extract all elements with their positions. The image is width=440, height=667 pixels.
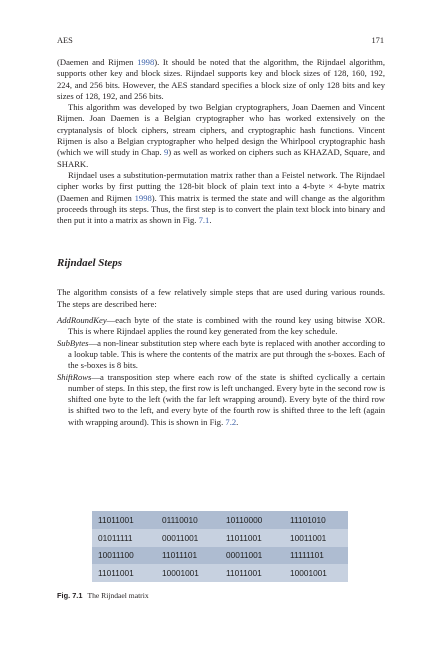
paragraph-2: This algorithm was developed by two Belgian cryptographers, Joan Daemen and Vincent Rijmen. Joan Daemen is a Belgian cryptographer who has worked extensively on the cryptanalysis of block ciphers, stream ciphers, and cryptographic hash functions. Vincent Rijmen is also a Belgian cryptographer who helped design the Whirlpool cryptographic hash (which we will study in Chap. 9) as well as worked on ciphers such as KHAZAD, Square, and SHARK.: [57, 102, 385, 169]
step-term: SubBytes: [57, 337, 89, 348]
matrix-row: [92, 564, 348, 582]
matrix-cell: 11011001: [98, 568, 134, 579]
matrix-cell: 10011001: [290, 532, 327, 543]
figure-link[interactable]: 7.1: [198, 215, 210, 226]
matrix-row: [92, 529, 348, 547]
citation-link[interactable]: 1998: [134, 192, 152, 203]
matrix-cell: 10110000: [226, 514, 263, 525]
chapter-link[interactable]: 9: [163, 147, 169, 158]
matrix-cell: 11011101: [162, 550, 198, 561]
matrix-cell: 11011001: [226, 532, 262, 543]
running-header: [57, 36, 384, 50]
page-number: 171: [371, 36, 384, 45]
matrix-row: [92, 511, 348, 529]
step-list: [57, 315, 385, 428]
matrix-row: [92, 547, 348, 565]
figure-caption-text: The Rijndael matrix: [87, 591, 149, 600]
matrix-cell: 00011001: [162, 532, 199, 543]
step-addroundkey: AddRoundKey—each byte of the state is combined with the round key using bitwise XOR. This is where Rijndael applies the round key generated from the key schedule.: [57, 315, 385, 337]
matrix-cell: 01011111: [98, 532, 133, 543]
step-shiftrows: ShiftRows—a transposition step where each row of the state is shifted cyclically a certain number of steps. In this step, the first row is left unchanged. Every byte in the second row is shifted one byte to the left (with the far left wrapping around). Every byte of the third row is shifted two to the left, and every byte of the fourth row is shifted three to the left (again with wrapping around). This is shown in Fig. 7.2.: [57, 371, 385, 427]
matrix-cell: 11101010: [290, 514, 326, 525]
figure-caption: [57, 591, 149, 600]
matrix-cell: 11011001: [226, 568, 262, 579]
running-title: AES: [57, 36, 73, 45]
paragraph-3: Rijndael uses a substitution-permutation matrix rather than a Feistel network. The Rijndael cipher works by first putting the 128-bit block of plain text into a 4-byte × 4-byte matrix (Daemen and Rijmen 1998). This matrix is termed the state and will change as the algorithm proceeds through its steps. Thus, the first step is to convert the plain text block into binary and then put it into a matrix as shown in Fig. 7.1.: [57, 169, 385, 226]
matrix-cell: 10011100: [98, 550, 134, 561]
paragraph-1: (Daemen and Rijmen 1998). It should be noted that the algorithm, the Rijndael algorithm, supports other key and block sizes. Rijndael supports key and block sizes of 128, 160, 192, 224, and 256 bits. However, the AES standard specifies a block size of only 128 bits and key sizes of 128, 192, and 256 bits.: [57, 57, 385, 101]
body-text: [57, 57, 385, 428]
figure-link[interactable]: 7.2: [225, 416, 237, 427]
matrix-cell: 10001001: [290, 568, 327, 579]
figure-label: Fig. 7.1: [57, 591, 83, 600]
step-term: ShiftRows: [57, 371, 92, 382]
matrix-cell: 01110010: [162, 514, 198, 525]
section-heading: Rijndael Steps: [57, 257, 123, 270]
section-intro: The algorithm consists of a few relatively simple steps that are used during various rounds. The steps are described here:: [57, 287, 385, 309]
matrix-cell: 10001001: [162, 568, 199, 579]
step-term: AddRoundKey: [57, 315, 107, 326]
matrix-cell: 11011001: [98, 514, 134, 525]
matrix-cell: 11111101: [290, 550, 324, 561]
rijndael-matrix-figure: [92, 511, 348, 582]
citation-link[interactable]: 1998: [137, 57, 155, 67]
step-subbytes: SubBytes—a non-linear substitution step where each byte is replaced with another according to a lookup table. This is where the contents of the matrix are put through the s-boxes. Each of the s-boxes is 8 bits.: [57, 337, 385, 371]
matrix-cell: 00011001: [226, 550, 263, 561]
